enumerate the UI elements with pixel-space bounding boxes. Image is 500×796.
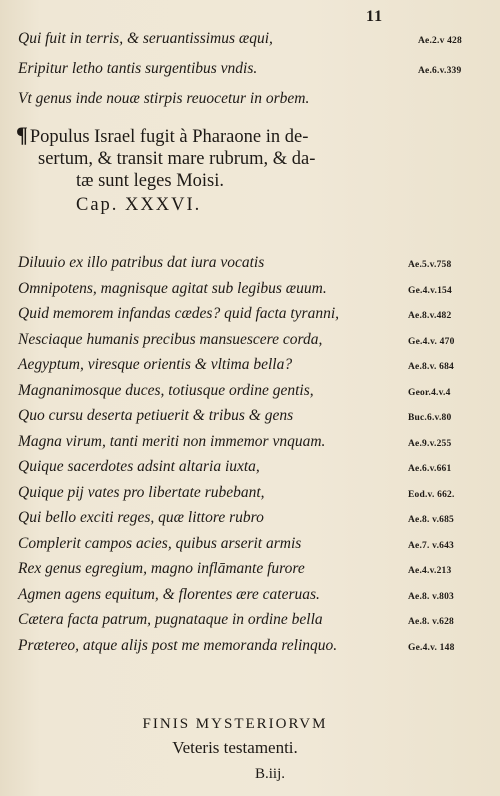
verse-line: [0, 637, 500, 661]
verse-reference: Ae.8. v.685: [408, 515, 455, 525]
verse-text: Quo cursu deserta petiuerit & tribus & gens: [18, 407, 294, 424]
verse-line: [0, 458, 500, 482]
verse-line: [0, 560, 500, 584]
verse-reference: Ae.8. v.628: [408, 617, 455, 627]
verse-line: [0, 331, 500, 355]
verse-reference: Ae.6.v.339: [418, 66, 462, 76]
verse-reference: Eod.v. 662.: [408, 489, 455, 500]
verse-text: Agmen agens equitum, & florentes ære cateruas.: [18, 585, 320, 603]
verse-text: Omnipotens, magnisque agitat sub legibus æuum.: [18, 279, 327, 297]
page-number: 11: [366, 8, 384, 25]
chapter-heading: [16, 124, 486, 216]
verse-reference: Ae.4.v.213: [408, 566, 452, 576]
heading-line-1: [16, 124, 486, 148]
heading-line-2: sertum, & transit mare rubrum, & da-: [38, 149, 316, 169]
verse-text: Prætereo, atque alijs post me memoranda relinquo.: [18, 636, 338, 654]
verse-text: Quique sacerdotes adsint altaria iuxta,: [18, 458, 260, 475]
finis-title: FINIS MYSTERIORVM: [142, 716, 328, 732]
verse-text: Complerit campos acies, quibus arserit armis: [18, 534, 302, 552]
verse-line: [0, 535, 500, 559]
verse-reference: Buc.6.v.80: [408, 413, 452, 423]
verse-text: Nesciaque humanis precibus mansuescere corda,: [18, 330, 323, 348]
verse-reference: Ae.7. v.643: [408, 540, 455, 551]
verse-text: Qui bello exciti reges, quæ littore rubro: [18, 509, 264, 526]
verse-reference: Geor.4.v.4: [408, 387, 451, 398]
verse-line: [0, 356, 500, 380]
verse-text: Vt genus inde nouæ stirpis reuocetur in orbem.: [18, 90, 310, 107]
verse-line: [0, 484, 500, 508]
verse-text: Magna virum, tanti meriti non immemor vnquam.: [18, 432, 326, 450]
pilcrow-icon: ¶: [16, 122, 28, 147]
verse-line: [0, 611, 500, 635]
heading-text: Populus Israel fugit à Pharaone in de-: [29, 127, 309, 147]
verse-text: Rex genus egregium, magno inflāmante furore: [18, 560, 305, 577]
verse-line: [0, 382, 500, 406]
finis-subtitle: Veteris testamenti.: [172, 738, 298, 757]
heading-line-3: tæ sunt leges Moisi.: [76, 171, 225, 191]
verse-text: Diluuio ex illo patribus dat iura vocatis: [18, 254, 265, 271]
verse-reference: Ge.4.v. 148: [408, 642, 455, 653]
verse-reference: Ae.6.v.661: [408, 464, 452, 474]
verse-line: [0, 280, 500, 304]
verse-line: [0, 586, 500, 610]
verse-text: Magnanimosque duces, totiusque ordine gentis,: [18, 381, 314, 399]
verse-line: [0, 407, 500, 431]
verse-line: [0, 305, 500, 329]
verse-reference: Ge.4.v. 470: [408, 336, 455, 347]
signature-mark: B.iij.: [254, 766, 285, 782]
verse-text: Eripitur letho tantis surgentibus vndis.: [18, 60, 258, 77]
verse-line: [0, 433, 500, 457]
verse-line: [0, 60, 500, 84]
verse-reference: Ae.8.v. 684: [408, 362, 455, 372]
verse-reference: Ae.2.v 428: [418, 36, 462, 46]
verse-line: [0, 254, 500, 278]
verse-text: Quid memorem infandas cædes? quid facta tyranni,: [18, 305, 340, 322]
verse-line: [0, 90, 500, 114]
verse-line: [0, 509, 500, 533]
chapter-number: Cap. XXXVI.: [76, 195, 202, 215]
verse-reference: Ae.8. v.803: [408, 591, 455, 602]
verse-text: Quique pij vates pro libertate rubebant,: [18, 483, 265, 501]
verse-reference: Ae.5.v.758: [408, 260, 452, 270]
verse-reference: Ae.9.v.255: [408, 438, 452, 449]
verse-text: Cætera facta patrum, pugnataque in ordine bella: [18, 611, 323, 628]
verse-reference: Ge.4.v.154: [408, 285, 452, 296]
verse-line: [0, 30, 500, 54]
verse-text: Qui fuit in terris, & seruantissimus æqui,: [18, 30, 273, 47]
verse-reference: Ae.8.v.482: [408, 311, 452, 321]
verse-text: Aegyptum, viresque orientis & vltima bella?: [18, 356, 293, 373]
